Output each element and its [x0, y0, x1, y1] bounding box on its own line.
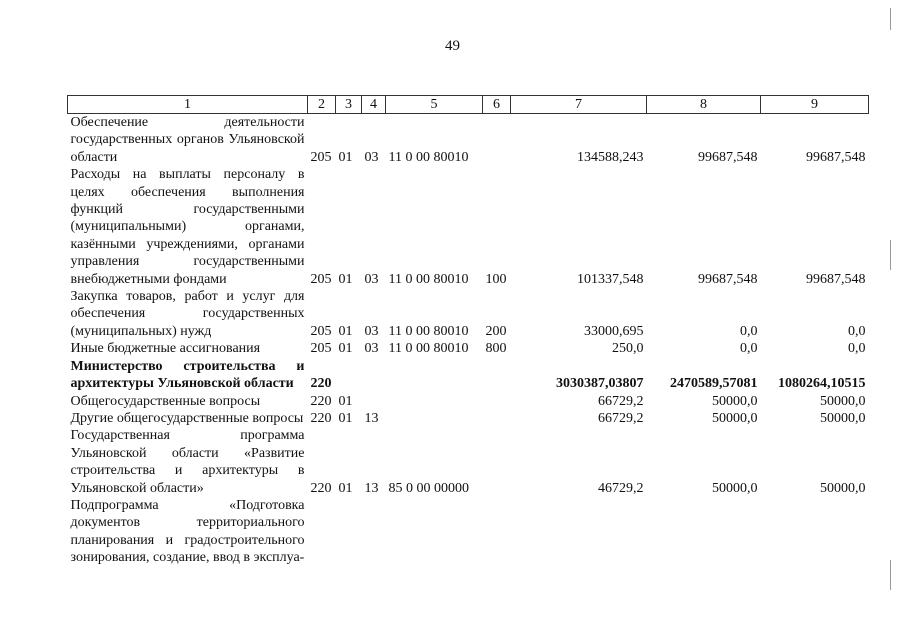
- cell-col-8: 50000,0: [712, 410, 758, 426]
- table-row: [68, 410, 869, 427]
- table-row: [68, 288, 869, 340]
- edge-mark: [890, 560, 891, 590]
- column-header: 1: [68, 96, 308, 114]
- cell-col-7: 101337,548: [577, 271, 644, 287]
- cell-col-9: [761, 497, 869, 567]
- table-header-row: [68, 96, 869, 114]
- cell-col-4: [362, 497, 386, 567]
- budget-table: [67, 95, 869, 567]
- cell-col-2: 205: [310, 341, 332, 357]
- cell-col-4: 13: [364, 480, 379, 496]
- cell-col-3: 01: [338, 341, 353, 357]
- cell-col-6: [483, 427, 511, 497]
- row-label: Обеспечение деятельности государственных органов Ульяновской области: [70, 115, 305, 165]
- row-label: Расходы на выплаты персоналу в целях обеспечения выполнения функций государственными (муниципальными) органами, казёнными учреждениями, органами управления государственными внебюджетными фондами: [70, 167, 305, 287]
- cell-col-5: 11 0 00 80010: [388, 271, 469, 287]
- table-row: [68, 114, 869, 167]
- page-number: 49: [445, 38, 460, 54]
- row-label: Подпрограмма «Подготовка документов территориального планирования и градостроительного зонирования, создание, ввод в эксплуа-: [70, 497, 305, 566]
- table-row: [68, 340, 869, 357]
- column-header: 4: [362, 96, 386, 114]
- cell-col-5: 11 0 00 80010: [388, 341, 469, 357]
- cell-col-8: 99687,548: [698, 149, 758, 165]
- cell-col-6: 100: [485, 271, 507, 287]
- cell-col-8: 50000,0: [712, 393, 758, 409]
- cell-col-8: 50000,0: [712, 480, 758, 496]
- table-row: [68, 358, 869, 393]
- cell-col-2: 220: [310, 410, 332, 426]
- column-header: 6: [483, 96, 511, 114]
- cell-col-6: [483, 393, 511, 410]
- row-label: Закупка товаров, работ и услуг для обеспечения государственных (муниципальных) нужд: [70, 289, 305, 339]
- table-row: [68, 497, 869, 567]
- column-header: 5: [386, 96, 483, 114]
- cell-col-3: 01: [338, 323, 353, 339]
- cell-col-9: 1080264,10515: [778, 376, 866, 392]
- cell-col-7: 3030387,03807: [556, 376, 644, 392]
- cell-col-2: 220: [310, 480, 332, 496]
- cell-col-8: [647, 497, 761, 567]
- column-header: 8: [647, 96, 761, 114]
- cell-col-9: 50000,0: [820, 393, 866, 409]
- row-label: Общегосударственные вопросы: [70, 393, 261, 409]
- row-label: Министерство строительства и архитектуры Ульяновской области: [70, 358, 305, 392]
- table-row: [68, 427, 869, 497]
- row-label: Государственная программа Ульяновской области «Развитие строительства и архитектуры в Ульяновской области»: [70, 428, 305, 496]
- cell-col-7: 46729,2: [598, 480, 644, 496]
- cell-col-3: 01: [338, 271, 353, 287]
- cell-col-4: 13: [364, 410, 379, 426]
- cell-col-7: 134588,243: [577, 149, 644, 165]
- cell-col-3: 01: [338, 393, 353, 409]
- cell-col-9: 0,0: [848, 323, 866, 339]
- cell-col-3: 01: [338, 410, 353, 426]
- cell-col-2: [308, 497, 336, 567]
- cell-col-3: 01: [338, 480, 353, 496]
- cell-col-7: 250,0: [612, 341, 644, 357]
- column-header: 3: [336, 96, 362, 114]
- cell-col-5: 85 0 00 00000: [388, 480, 469, 496]
- cell-col-9: 50000,0: [820, 480, 866, 496]
- cell-col-5: [386, 410, 483, 427]
- cell-col-2: 205: [310, 149, 332, 165]
- edge-mark: [890, 240, 891, 270]
- cell-col-9: 99687,548: [806, 149, 866, 165]
- edge-mark: [890, 8, 891, 30]
- cell-col-8: 0,0: [740, 323, 758, 339]
- table-row: [68, 393, 869, 410]
- cell-col-5: 11 0 00 80010: [388, 149, 469, 165]
- cell-col-6: 200: [485, 323, 507, 339]
- cell-col-5: [386, 393, 483, 410]
- cell-col-7: [511, 497, 647, 567]
- column-header: 9: [761, 96, 869, 114]
- cell-col-6: [483, 114, 511, 167]
- column-header: 2: [308, 96, 336, 114]
- cell-col-9: 50000,0: [820, 410, 866, 426]
- table-row: [68, 166, 869, 288]
- cell-col-5: [386, 497, 483, 567]
- cell-col-9: 99687,548: [806, 271, 866, 287]
- cell-col-7: 66729,2: [598, 410, 644, 426]
- cell-col-8: 0,0: [740, 341, 758, 357]
- cell-col-2: 205: [310, 271, 332, 287]
- cell-col-6: 800: [485, 341, 507, 357]
- row-label: Иные бюджетные ассигнования: [70, 341, 261, 357]
- cell-col-5: [386, 358, 483, 393]
- cell-col-4: 03: [364, 323, 379, 339]
- cell-col-3: 01: [338, 149, 353, 165]
- cell-col-4: 03: [364, 341, 379, 357]
- cell-col-2: 205: [310, 323, 332, 339]
- cell-col-4: 03: [364, 149, 379, 165]
- cell-col-3: [336, 358, 362, 393]
- cell-col-6: [483, 358, 511, 393]
- cell-col-6: [483, 497, 511, 567]
- cell-col-7: 33000,695: [584, 323, 644, 339]
- cell-col-5: 11 0 00 80010: [388, 323, 469, 339]
- cell-col-4: 03: [364, 271, 379, 287]
- cell-col-8: 99687,548: [698, 271, 758, 287]
- cell-col-2: 220: [310, 376, 332, 392]
- cell-col-4: [362, 358, 386, 393]
- cell-col-4: [362, 393, 386, 410]
- cell-col-8: 2470589,57081: [670, 376, 758, 392]
- column-header: 7: [511, 96, 647, 114]
- cell-col-3: [336, 497, 362, 567]
- cell-col-6: [483, 410, 511, 427]
- cell-col-9: 0,0: [848, 341, 866, 357]
- cell-col-2: 220: [310, 393, 332, 409]
- row-label: Другие общегосударственные вопросы: [70, 410, 304, 426]
- cell-col-7: 66729,2: [598, 393, 644, 409]
